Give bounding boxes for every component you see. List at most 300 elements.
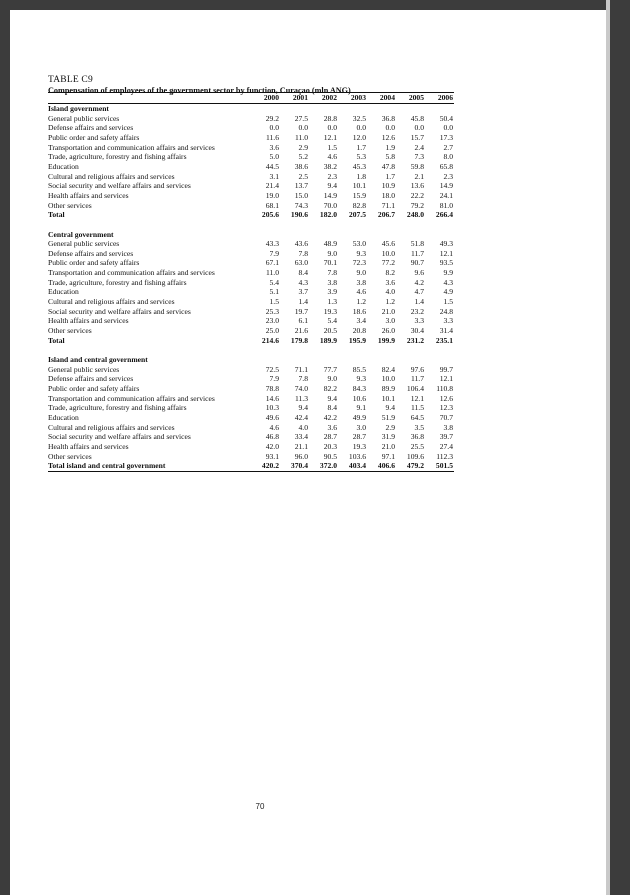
value-cell: 10.6 [352,393,366,403]
row-label: Cultural and religious affairs and services [48,171,175,181]
value-cell: 7.8 [298,248,308,258]
value-cell: 7.3 [414,152,424,162]
value-cell: 9.4 [327,181,337,191]
total-value: 182.0 [319,210,337,220]
value-cell: 0.0 [298,123,308,133]
empty-cell [309,355,338,365]
row-label: Trade, agriculture, forestry and fishing affairs [48,277,187,287]
value-cell: 1.4 [414,297,424,307]
row-label: Public order and safety affairs [48,258,140,268]
empty-cell [367,355,396,365]
row-label: Other services [48,200,92,210]
value-cell: 42.0 [265,441,279,451]
table-row [48,374,454,384]
section-heading-row [48,230,454,240]
value-cell: 93.1 [265,451,279,461]
value-cell: 31.4 [439,326,453,336]
empty-cell [338,355,367,365]
spacer-row [48,345,454,355]
value-cell: 11.7 [410,248,424,258]
value-cell: 9.0 [327,248,337,258]
value-cell: 45.6 [381,239,395,249]
value-cell: 4.3 [298,277,308,287]
value-cell: 10.0 [381,248,395,258]
total-value: 501.5 [435,461,453,471]
spacer-cell [48,345,454,355]
year-header: 2004 [379,93,395,102]
value-cell: 32.5 [352,113,366,123]
page-number: 70 [255,802,265,811]
value-cell: 43.3 [265,239,279,249]
total-value: 190.6 [290,210,308,220]
value-cell: 22.2 [410,190,424,200]
value-cell: 3.8 [356,277,366,287]
value-cell: 3.3 [443,316,453,326]
section-heading: Island government [48,104,109,113]
empty-cell [251,230,280,240]
value-cell: 3.6 [269,142,279,152]
scan-left-border [0,0,10,895]
value-cell: 82.8 [352,200,366,210]
value-cell: 38.6 [294,161,308,171]
total-value: 403.4 [348,461,366,471]
value-cell: 89.9 [381,384,395,393]
empty-cell [425,104,454,114]
value-cell: 5.2 [298,152,308,162]
value-cell: 9.4 [385,403,395,413]
value-cell: 81.0 [439,200,453,210]
value-cell: 59.8 [410,161,424,171]
total-value: 206.7 [377,210,395,220]
value-cell: 23.2 [410,306,424,316]
empty-cell [425,230,454,240]
value-cell: 8.4 [298,268,308,278]
value-cell: 10.0 [381,374,395,384]
table-row [48,201,454,211]
value-cell: 1.8 [356,171,366,181]
total-value: 235.1 [435,335,453,345]
value-cell: 42.2 [323,412,337,422]
value-cell: 39.7 [439,432,453,442]
value-cell: 28.7 [352,432,366,442]
value-cell: 47.8 [381,161,395,171]
value-cell: 30.4 [410,326,424,336]
scan-right-border [610,0,630,895]
year-header: 2000 [263,93,279,102]
value-cell: 82.2 [323,384,337,393]
value-cell: 11.7 [410,374,424,384]
table-row [48,423,454,433]
value-cell: 27.5 [294,113,308,123]
value-cell: 38.2 [323,161,337,171]
table-row [48,326,454,336]
value-cell: 3.6 [385,277,395,287]
value-cell: 4.6 [356,287,366,297]
total-value: 406.6 [377,461,395,471]
total-value: 195.9 [348,335,366,345]
value-cell: 4.0 [298,422,308,432]
value-cell: 26.0 [381,326,395,336]
value-cell: 110.8 [436,384,453,393]
total-value: 189.9 [319,335,337,345]
section-heading-row [48,355,454,365]
year-header: 2005 [408,93,424,102]
value-cell: 1.2 [356,297,366,307]
total-value: 231.2 [406,335,424,345]
table-row [48,143,454,153]
total-label: Total [48,210,65,220]
value-cell: 14.9 [439,181,453,191]
section-heading-row [48,104,454,114]
value-cell: 3.3 [414,316,424,326]
value-cell: 21.6 [294,326,308,336]
value-cell: 67.1 [265,258,279,268]
value-cell: 77.2 [381,258,395,268]
value-cell: 36.8 [381,113,395,123]
value-cell: 3.0 [385,316,395,326]
value-cell: 45.3 [352,161,366,171]
value-cell: 1.4 [298,297,308,307]
value-cell: 46.8 [265,432,279,442]
value-cell: 11.0 [294,132,308,142]
value-cell: 9.9 [443,268,453,278]
table-row [48,394,454,404]
empty-cell [251,355,280,365]
value-cell: 8.2 [385,268,395,278]
value-cell: 78.8 [265,384,279,393]
value-cell: 2.3 [327,171,337,181]
value-cell: 9.0 [356,268,366,278]
value-cell: 0.0 [443,123,453,133]
value-cell: 24.1 [439,190,453,200]
empty-cell [367,104,396,114]
value-cell: 5.0 [269,152,279,162]
empty-cell [367,230,396,240]
value-cell: 3.9 [327,287,337,297]
value-cell: 99.7 [439,364,453,374]
year-header: 2003 [350,93,366,102]
value-cell: 0.0 [385,123,395,133]
table-row [48,249,454,259]
value-cell: 3.0 [356,422,366,432]
table-body [48,104,454,472]
value-cell: 19.0 [265,190,279,200]
total-row [48,210,454,220]
value-cell: 5.8 [385,152,395,162]
table-id: TABLE C9 [48,75,93,85]
value-cell: 5.4 [269,277,279,287]
value-cell: 11.5 [410,403,424,413]
value-cell: 51.8 [410,239,424,249]
value-cell: 14.6 [265,393,279,403]
value-cell: 20.3 [323,441,337,451]
value-cell: 10.9 [381,181,395,191]
value-cell: 5.1 [269,287,279,297]
value-cell: 20.5 [323,326,337,336]
value-cell: 0.0 [327,123,337,133]
spacer-cell [48,220,454,230]
row-label: Education [48,287,79,297]
row-label: Health affairs and services [48,190,129,200]
value-cell: 1.3 [327,297,337,307]
total-value: 370.4 [290,461,308,471]
total-value: 479.2 [406,461,424,471]
value-cell: 63.0 [294,258,308,268]
row-label: Trade, agriculture, forestry and fishing affairs [48,152,187,162]
value-cell: 4.0 [385,287,395,297]
value-cell: 90.5 [323,451,337,461]
total-value: 420.2 [261,461,279,471]
value-cell: 9.6 [414,268,424,278]
value-cell: 4.6 [269,422,279,432]
value-cell: 72.5 [265,364,279,374]
value-cell: 53.0 [352,239,366,249]
compensation-table [48,92,454,472]
table-row [48,432,454,442]
total-label: Total [48,335,65,345]
value-cell: 19.7 [294,306,308,316]
table-row [48,365,454,375]
table-row [48,384,454,394]
row-label: Trade, agriculture, forestry and fishing affairs [48,403,187,413]
value-cell: 9.1 [356,403,366,413]
value-cell: 19.3 [323,306,337,316]
value-cell: 1.5 [327,142,337,152]
value-cell: 48.9 [323,239,337,249]
value-cell: 12.1 [439,374,453,384]
value-cell: 13.7 [294,181,308,191]
value-cell: 49.3 [439,239,453,249]
empty-cell [338,230,367,240]
empty-cell [396,355,425,365]
empty-cell [425,355,454,365]
value-cell: 49.6 [265,412,279,422]
total-value: 248.0 [406,210,424,220]
value-cell: 5.4 [327,316,337,326]
value-cell: 43.6 [294,239,308,249]
value-cell: 9.3 [356,248,366,258]
table-row [48,162,454,172]
empty-cell [396,104,425,114]
row-label: Other services [48,451,92,461]
row-label: Education [48,412,79,422]
value-cell: 4.9 [443,287,453,297]
value-cell: 5.3 [356,152,366,162]
value-cell: 28.8 [323,113,337,123]
value-cell: 19.3 [352,441,366,451]
value-cell: 4.2 [414,277,424,287]
value-cell: 18.6 [352,306,366,316]
row-label: Cultural and religious affairs and services [48,422,175,432]
row-label: Transportation and communication affairs and services [48,393,215,403]
value-cell: 3.8 [443,422,453,432]
value-cell: 71.1 [381,200,395,210]
table-row [48,278,454,288]
total-row [48,336,454,346]
value-cell: 70.1 [323,258,337,268]
value-cell: 2.1 [414,171,424,181]
value-cell: 2.9 [385,422,395,432]
value-cell: 7.8 [327,268,337,278]
value-cell: 28.7 [323,432,337,442]
row-label: Education [48,161,79,171]
value-cell: 10.1 [381,393,395,403]
empty-cell [309,104,338,114]
value-cell: 11.3 [294,393,308,403]
table-row [48,123,454,133]
year-header: 2001 [292,93,308,102]
value-cell: 4.6 [327,152,337,162]
row-label: Social security and welfare affairs and services [48,306,191,316]
value-cell: 21.4 [265,181,279,191]
value-cell: 25.5 [410,441,424,451]
value-cell: 93.5 [439,258,453,268]
value-cell: 33.4 [294,432,308,442]
total-value: 179.8 [290,335,308,345]
value-cell: 9.4 [298,403,308,413]
value-cell: 7.9 [269,374,279,384]
empty-cell [280,104,309,114]
value-cell: 10.1 [352,181,366,191]
value-cell: 12.1 [323,132,337,142]
value-cell: 3.8 [327,277,337,287]
value-cell: 2.7 [443,142,453,152]
value-cell: 68.1 [265,200,279,210]
row-label: Health affairs and services [48,316,129,326]
value-cell: 97.6 [410,364,424,374]
row-label: Defense affairs and services [48,123,134,133]
value-cell: 44.5 [265,161,279,171]
value-cell: 3.7 [298,287,308,297]
value-cell: 3.4 [356,316,366,326]
value-cell: 21.1 [294,441,308,451]
value-cell: 2.4 [414,142,424,152]
value-cell: 9.4 [327,393,337,403]
value-cell: 70.7 [439,412,453,422]
value-cell: 71.1 [294,364,308,374]
row-label: Public order and safety affairs [48,384,140,393]
table-title: Compensation of employees of the government sector by function, Curaçao (mln ANG) [48,86,351,95]
value-cell: 9.3 [356,374,366,384]
value-cell: 9.0 [327,374,337,384]
scan-top-border [0,0,630,10]
value-cell: 8.0 [443,152,453,162]
value-cell: 21.0 [381,306,395,316]
value-cell: 14.9 [323,190,337,200]
value-cell: 90.7 [410,258,424,268]
value-cell: 12.1 [439,248,453,258]
value-cell: 74.0 [294,384,308,393]
value-cell: 0.0 [269,123,279,133]
empty-cell [309,230,338,240]
value-cell: 42.4 [294,412,308,422]
spacer-row [48,220,454,230]
value-cell: 12.6 [381,132,395,142]
value-cell: 4.7 [414,287,424,297]
value-cell: 49.9 [352,412,366,422]
value-cell: 2.3 [443,171,453,181]
row-label: Transportation and communication affairs and services [48,268,215,278]
value-cell: 2.9 [298,142,308,152]
table-row [48,239,454,249]
value-cell: 17.3 [439,132,453,142]
row-label: Transportation and communication affairs and services [48,142,215,152]
row-label: Defense affairs and services [48,248,134,258]
value-cell: 96.0 [294,451,308,461]
table-row [48,452,454,462]
total-value: 199.9 [377,335,395,345]
row-label: Defense affairs and services [48,374,134,384]
value-cell: 20.8 [352,326,366,336]
value-cell: 24.8 [439,306,453,316]
value-cell: 85.5 [352,364,366,374]
value-cell: 109.6 [406,451,424,461]
value-cell: 12.6 [439,393,453,403]
value-cell: 112.3 [436,451,453,461]
value-cell: 31.9 [381,432,395,442]
row-label: Health affairs and services [48,441,129,451]
section-heading: Island and central government [48,355,148,365]
empty-cell [396,230,425,240]
value-cell: 77.7 [323,364,337,374]
total-value: 205.6 [261,210,279,220]
table-row [48,413,454,423]
total-row [48,461,454,471]
year-header: 2002 [321,93,337,102]
value-cell: 64.5 [410,412,424,422]
section-heading: Central government [48,229,114,239]
row-label: Cultural and religious affairs and services [48,297,175,307]
total-value: 266.4 [435,210,453,220]
value-cell: 50.4 [439,113,453,123]
value-cell: 1.7 [356,142,366,152]
value-cell: 1.9 [385,142,395,152]
row-label: General public services [48,239,120,249]
value-cell: 1.5 [443,297,453,307]
table-row [48,114,454,124]
value-cell: 3.1 [269,171,279,181]
table-row [48,297,454,307]
empty-cell [251,104,280,114]
value-cell: 21.0 [381,441,395,451]
value-cell: 12.3 [439,403,453,413]
value-cell: 79.2 [410,200,424,210]
value-cell: 4.3 [443,277,453,287]
value-cell: 2.5 [298,171,308,181]
value-cell: 3.5 [414,422,424,432]
empty-cell [280,230,309,240]
header-label-cell [48,93,251,104]
value-cell: 84.3 [352,384,366,393]
value-cell: 12.0 [352,132,366,142]
row-label: Other services [48,326,92,336]
table-row [48,172,454,182]
value-cell: 11.0 [265,268,279,278]
value-cell: 65.8 [439,161,453,171]
row-label: Social security and welfare affairs and services [48,181,191,191]
table-row [48,307,454,317]
value-cell: 82.4 [381,364,395,374]
row-label: Social security and welfare affairs and services [48,432,191,442]
value-cell: 106.4 [406,384,424,393]
value-cell: 1.7 [385,171,395,181]
value-cell: 74.3 [294,200,308,210]
table-row [48,133,454,143]
value-cell: 13.6 [410,181,424,191]
value-cell: 36.8 [410,432,424,442]
value-cell: 25.3 [265,306,279,316]
total-label: Total island and central government [48,461,166,471]
